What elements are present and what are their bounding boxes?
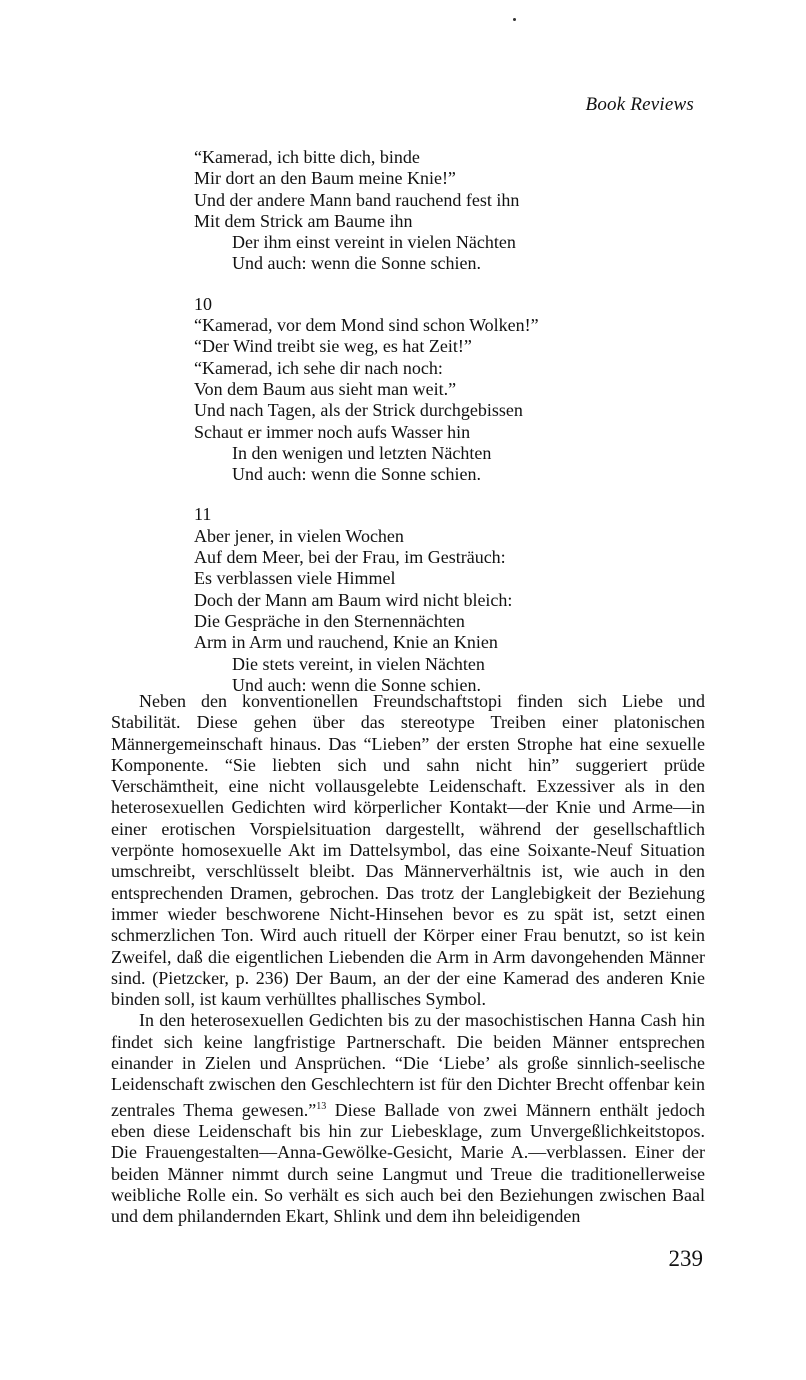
poem-line: “Kamerad, vor dem Mond sind schon Wolken!” (194, 315, 539, 336)
poem-line: Doch der Mann am Baum wird nicht bleich: (194, 589, 513, 610)
poem-line: Mir dort an den Baum meine Knie!” (194, 168, 456, 189)
print-speck (513, 18, 516, 21)
poem-line: In den wenigen und letzten Nächten (232, 442, 492, 463)
running-header: Book Reviews (585, 94, 694, 115)
poem-line: Auf dem Meer, bei der Frau, im Gesträuch: (194, 547, 506, 568)
paragraph: Neben den konventionellen Freundschaftstopi finden sich Liebe und Stabilität. Diese gehen über das stereotype Treiben einer platonischen Männergemeinschaft hinaus. Das “Lieben” der ersten Strophe hat eine sexuelle Komponente. “Sie liebten sich und sahn nicht hin” suggeriert prüde Verschämtheit, eine nicht vollausgelebte Leidenschaft. Exzessiver als in den heterosexuellen Gedichten wird körperlicher Kontakt—der Knie und Arme—in einer erotischen Vorspielsituation dargestellt, während der gesellschaftlich verpönte homosexuelle Akt im Dattelsymbol, das eine Soixante-Neuf Situation umschreibt, verschlüsselt bleibt. Das Männerverhältnis ist, wie auch in den entsprechenden Dramen, gebrochen. Das trotz der Langlebigkeit der Beziehung immer wieder beschworene Nicht-Hinsehen bevor es zu spät ist, setzt einen schmerzlichen Ton. Wird auch rituell der Körper einer Frau benutzt, so ist kein Zweifel, daß die eigentlichen Liebenden die Arm in Arm davongehenden Männer sind. (Pietzcker, p. 236) Der Baum, an der der eine Kamerad des anderen Knie binden soll, ist kaum verhülltes phallisches Symbol. (111, 691, 705, 1010)
paragraph-text: Diese Ballade von zwei Männern enthält jedoch eben diese Leidenschaft bis hin zur Liebesklage, zum Unvergeßlichkeitstopos. Die Frauengestalten—Anna-Gewölke-Gesicht, Marie A.—verblassen. Einer der beiden Männer nimmt durch seine Langmut und Treue die traditionellerweise weibliche Rolle ein. So verhält es sich auch bei den Beziehungen zwischen Baal und dem philandernden Ekart, Shlink und dem ihn beleidigenden (111, 1099, 705, 1227)
poem-line: Von dem Baum aus sieht man weit.” (194, 378, 457, 399)
poem-line: Und auch: wenn die Sonne schien. (232, 674, 481, 695)
poem-line: Und nach Tagen, als der Strick durchgebissen (194, 400, 523, 421)
poem-line: 11 (194, 504, 212, 525)
paragraph (111, 1010, 705, 1227)
poem-line: Schaut er immer noch aufs Wasser hin (194, 421, 471, 442)
poem-line: Die Gespräche in den Sternennächten (194, 610, 465, 631)
poem-line: “Der Wind treibt sie weg, es hat Zeit!” (194, 336, 472, 357)
page-number: 239 (668, 1246, 703, 1271)
poem-line: Mit dem Strick am Baume ihn (194, 210, 413, 231)
poem-line: Der ihm einst vereint in vielen Nächten (232, 232, 516, 253)
poem (194, 147, 654, 696)
poem-line: Aber jener, in vielen Wochen (194, 525, 404, 546)
body-text (111, 691, 705, 1227)
poem-line: Es verblassen viele Himmel (194, 568, 396, 589)
poem-stanza (194, 294, 654, 486)
poem-stanza (194, 504, 654, 696)
poem-line: Arm in Arm und rauchend, Knie an Knien (194, 632, 498, 653)
poem-line: Und der andere Mann band rauchend fest ihn (194, 189, 520, 210)
poem-stanza (194, 147, 654, 275)
poem-line: “Kamerad, ich sehe dir nach noch: (194, 357, 443, 378)
footnote-marker: 13 (316, 1100, 327, 1112)
poem-line: Und auch: wenn die Sonne schien. (232, 253, 481, 274)
poem-line: Die stets vereint, in vielen Nächten (232, 653, 485, 674)
poem-line: “Kamerad, ich bitte dich, binde (194, 147, 420, 167)
poem-line: 10 (194, 293, 212, 314)
poem-line: Und auch: wenn die Sonne schien. (232, 464, 481, 485)
paragraph-text: In den heterosexuellen Gedichten bis zu der masochistischen Hanna Cash hin findet sich keine langfristige Partnerschaft. Die beiden Männer entsprechen einander in Zielen und Ansprüchen. “Die ‘Liebe’ als große sinnlich-seelische Leidenschaft zwischen den Geschlechtern ist für den Dichter Brecht offenbar kein zentrales Thema gewesen.” (111, 1010, 705, 1120)
